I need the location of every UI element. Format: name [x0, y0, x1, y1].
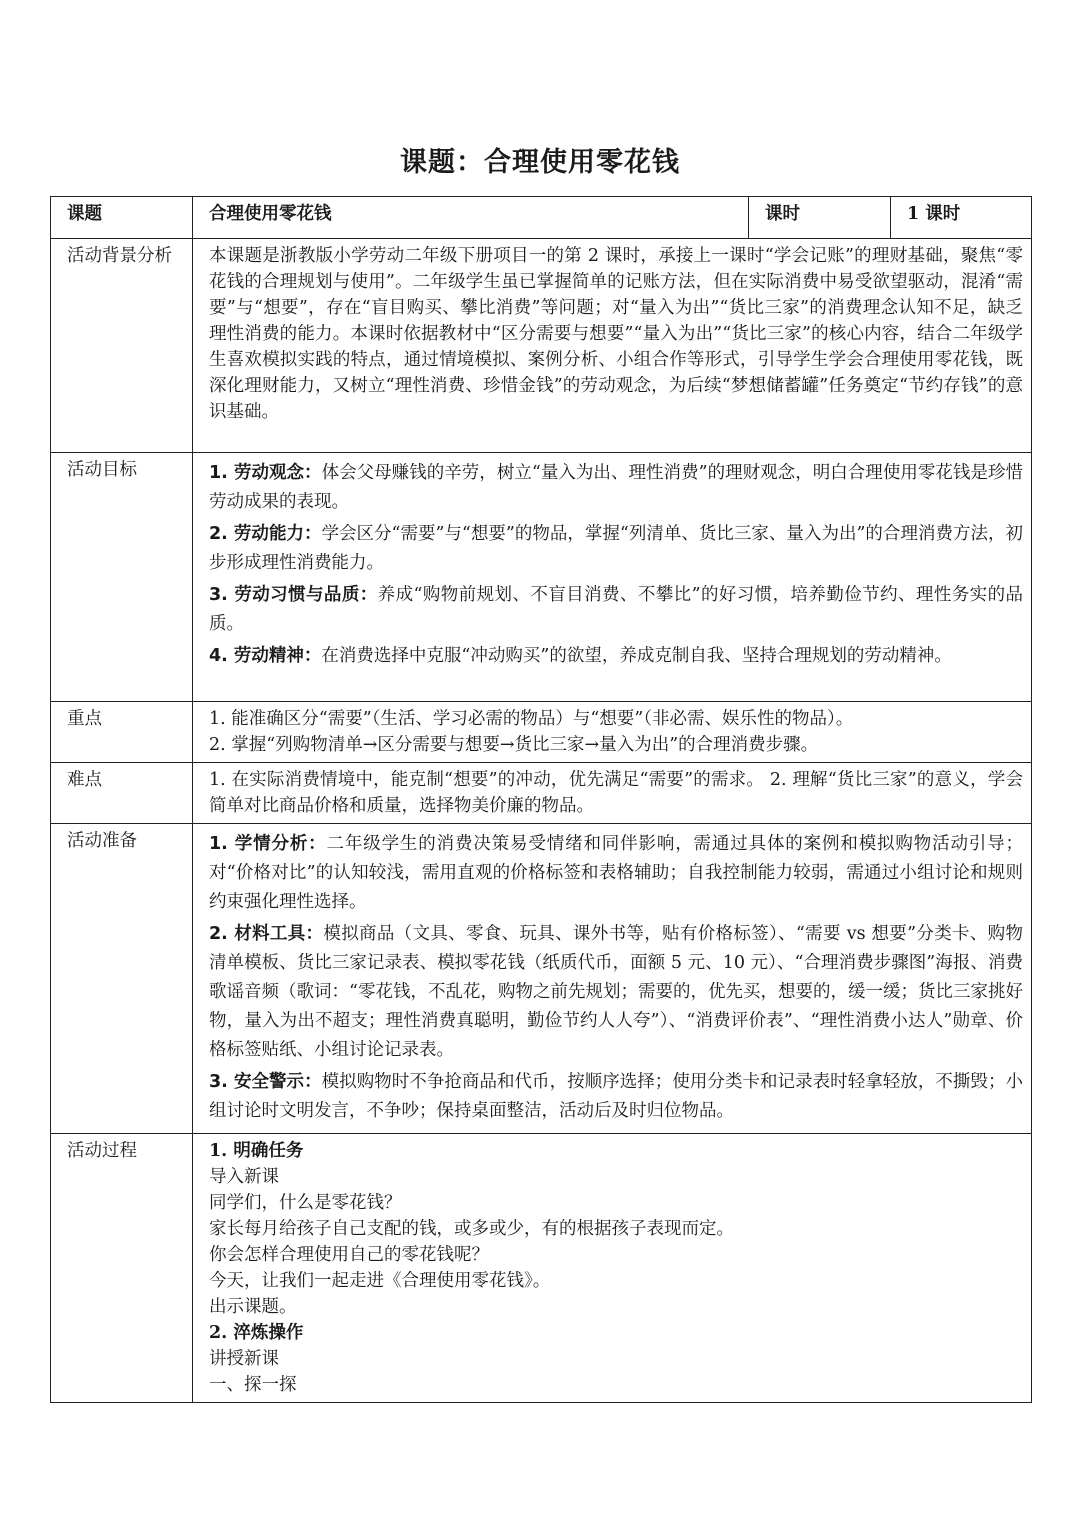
document-title: 课题：合理使用零花钱: [400, 147, 680, 178]
goals-label: 活动目标: [51, 453, 193, 702]
preparation-label: 活动准备: [51, 824, 193, 1134]
key-points-content: [193, 702, 1032, 763]
background-row: [51, 239, 1032, 453]
lesson-plan-table: [50, 196, 1032, 1403]
background-label: 活动背景分析: [51, 239, 193, 453]
process-line: 同学们，什么是零花钱？: [209, 1193, 402, 1213]
key-point-line: 1. 能准确区分“需要”（生活、学习必需的物品）与“想要”（非必需、娱乐性的物品）。: [209, 709, 854, 729]
key-points-label: 重点: [51, 702, 193, 763]
goals-content: [193, 453, 1032, 702]
process-line: 一、探一探: [209, 1375, 297, 1395]
preparation-item: 1. 学情分析：二年级学生的消费决策易受情绪和同伴影响，需通过具体的案例和模拟购物活动引导；对“价格对比”的认知较浅，需用直观的价格标签和表格辅助；自我控制能力较弱，需通过小组讨论和规则约束强化理性选择。: [209, 834, 1024, 912]
process-line: 讲授新课: [209, 1349, 279, 1369]
topic-value: 合理使用零花钱: [193, 197, 749, 239]
goals-row: [51, 453, 1032, 702]
goal-item: 3. 劳动习惯与品质：养成“购物前规划、不盲目消费、不攀比”的好习惯，培养勤俭节约、理性务实的品质。: [209, 585, 1023, 634]
process-step-heading: 2. 淬炼操作: [209, 1323, 304, 1343]
preparation-item: 2. 材料工具：模拟商品（文具、零食、玩具、课外书等，贴有价格标签）、“需要 vs 想要”分类卡、购物清单模板、货比三家记录表、模拟零花钱（纸质代币，面额 5 元、10 元）、“合理消费步骤图”海报、消费歌谣音频（歌词：“零花钱，不乱花，购物之前先规划；需要的，优先买，想要的，缓一缓；货比三家挑好物，量入为出不超支；理性消费真聪明，勤俭节约人人夸”）、“消费评价表”、“理性消费小达人”勋章、价格标签贴纸、小组讨论记录表。: [209, 924, 1023, 1060]
process-line: 出示课题。: [209, 1297, 297, 1317]
difficulties-text: 1. 在实际消费情境中，能克制“想要”的冲动，优先满足“需要”的需求。 2. 理解“货比三家”的意义，学会简单对比商品价格和质量，选择物美价廉的物品。: [193, 763, 1032, 824]
process-line: 导入新课: [209, 1167, 279, 1187]
process-line: 你会怎样合理使用自己的零花钱呢？: [209, 1245, 489, 1265]
goal-item: 4. 劳动精神：在消费选择中克服“冲动购买”的欲望，养成克制自我、坚持合理规划的劳动精神。: [209, 646, 952, 666]
process-content: [193, 1134, 1032, 1403]
preparation-row: [51, 824, 1032, 1134]
process-step-heading: 1. 明确任务: [209, 1141, 304, 1161]
difficulties-label: 难点: [51, 763, 193, 824]
background-text: 本课题是浙教版小学劳动二年级下册项目一的第 2 课时，承接上一课时“学会记账”的理财基础，聚焦“零花钱的合理规划与使用”。二年级学生虽已掌握简单的记账方法，但在实际消费中易受欲望驱动，混淆“需要”与“想要”，存在“盲目购买、攀比消费”等问题；对“量入为出”“货比三家”的消费理念认知不足，缺乏理性消费的能力。本课时依据教材中“区分需要与想要”“量入为出”“货比三家”的核心内容，结合二年级学生喜欢模拟实践的特点，通过情境模拟、案例分析、小组合作等形式，引导学生学会合理使用零花钱，既深化理财能力，又树立“理性消费、珍惜金钱”的劳动观念，为后续“梦想储蓄罐”任务奠定“节约存钱”的意识基础。: [193, 239, 1032, 453]
hours-value: 1 课时: [891, 197, 1032, 239]
process-line: 今天，让我们一起走进《合理使用零花钱》。: [209, 1271, 551, 1291]
key-points-row: [51, 702, 1032, 763]
goal-item: 2. 劳动能力：学会区分“需要”与“想要”的物品，掌握“列清单、货比三家、量入为出”的合理消费方法，初步形成理性消费能力。: [209, 524, 1023, 573]
process-line: 家长每月给孩子自己支配的钱，或多或少，有的根据孩子表现而定。: [209, 1219, 734, 1239]
preparation-content: [193, 824, 1032, 1134]
process-label: 活动过程: [51, 1134, 193, 1403]
key-point-line: 2. 掌握“列购物清单→区分需要与想要→货比三家→量入为出”的合理消费步骤。: [209, 735, 819, 755]
hours-label: 课时: [749, 197, 891, 239]
preparation-item: 3. 安全警示：模拟购物时不争抢商品和代币，按顺序选择；使用分类卡和记录表时轻拿轻放，不撕毁；小组讨论时文明发言，不争吵；保持桌面整洁，活动后及时归位物品。: [209, 1072, 1024, 1121]
topic-label: 课题: [51, 197, 193, 239]
difficulties-row: [51, 763, 1032, 824]
goal-item: 1. 劳动观念：体会父母赚钱的辛劳，树立“量入为出、理性消费”的理财观念，明白合理使用零花钱是珍惜劳动成果的表现。: [209, 463, 1024, 512]
header-row: [51, 197, 1032, 239]
process-row: [51, 1134, 1032, 1403]
